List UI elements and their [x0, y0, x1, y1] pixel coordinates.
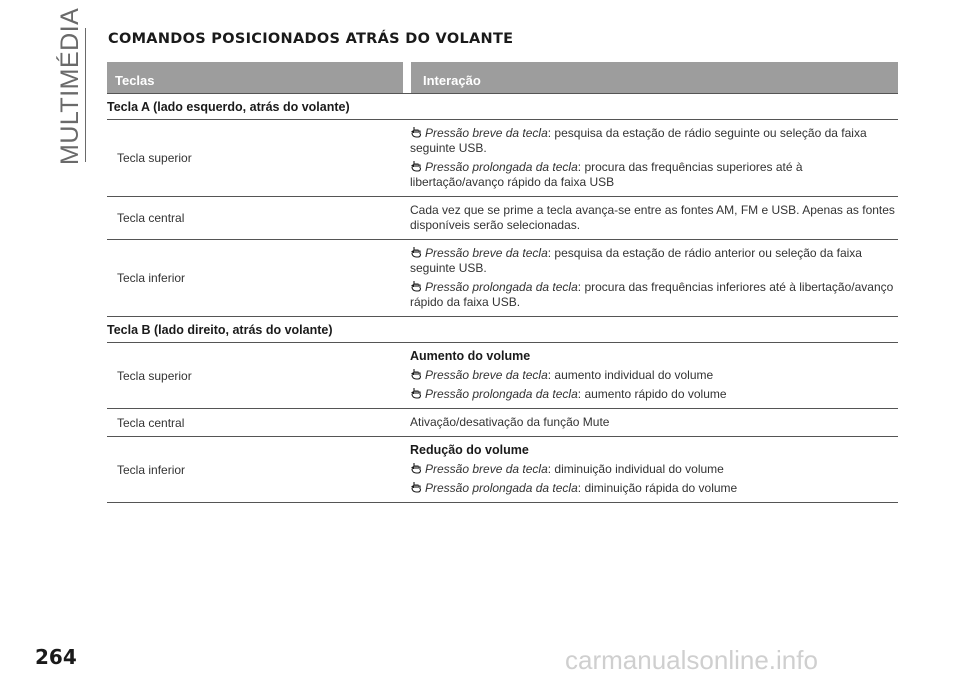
header-gap — [403, 62, 411, 93]
press-description: : pesquisa da estação de rádio anterior ou seleção da faixa seguinte USB. — [410, 246, 862, 275]
table-row — [107, 240, 898, 317]
key-label: Tecla central — [117, 415, 185, 430]
hand-press-icon — [410, 481, 423, 493]
interaction-cell — [410, 240, 898, 316]
press-type: Pressão breve da tecla — [425, 462, 548, 476]
hand-press-icon — [410, 368, 423, 380]
interaction-text: Cada vez que se prime a tecla avança-se entre as fontes AM, FM e USB. Apenas as fontes disponíveis serão selecionadas. — [410, 203, 895, 232]
key-label: Tecla inferior — [117, 271, 186, 285]
side-section-label: MULTIMÉDIA — [56, 7, 84, 165]
interaction-item — [410, 126, 898, 156]
table-row — [107, 120, 898, 197]
hand-press-icon — [410, 462, 423, 474]
hand-press-icon — [410, 160, 423, 172]
press-description: : pesquisa da estação de rádio seguinte ou seleção da faixa seguinte USB. — [410, 126, 867, 155]
press-type: Pressão prolongada da tecla — [425, 481, 578, 495]
interaction-item — [410, 368, 898, 383]
interaction-item — [410, 246, 898, 276]
interaction-cell — [410, 120, 898, 196]
press-type: Pressão prolongada da tecla — [425, 280, 578, 294]
key-label: Tecla superior — [117, 151, 192, 165]
header-interaction: Interação — [411, 62, 898, 93]
table-row — [107, 437, 898, 503]
side-divider — [85, 28, 86, 162]
press-description: : aumento individual do volume — [547, 368, 714, 382]
hand-press-icon — [410, 280, 423, 292]
press-description: : procura das frequências superiores até à libertação/avanço rápido da faixa USB — [410, 160, 803, 189]
press-type: Pressão breve da tecla — [425, 368, 548, 382]
interaction-item — [410, 481, 898, 496]
key-label: Tecla inferior — [117, 462, 186, 477]
section-title-b: Tecla B (lado direito, atrás do volante) — [107, 317, 898, 343]
hand-press-icon — [410, 126, 423, 138]
key-label: Tecla superior — [117, 368, 192, 383]
table-row — [107, 409, 898, 437]
table-header — [107, 62, 898, 93]
table-row — [107, 197, 898, 240]
interaction-item — [410, 280, 898, 310]
table-row — [107, 343, 898, 409]
interaction-cell — [410, 409, 898, 436]
press-type: Pressão prolongada da tecla — [425, 160, 578, 174]
press-description: : diminuição individual do volume — [547, 462, 724, 476]
interaction-item — [410, 160, 898, 190]
hand-press-icon — [410, 387, 423, 399]
interaction-text: Ativação/desativação da função Mute — [410, 415, 610, 429]
press-description: : procura das frequências inferiores até à libertação/avanço rápido da faixa USB. — [410, 280, 894, 309]
interaction-item — [410, 387, 898, 402]
press-type: Pressão breve da tecla — [425, 126, 548, 140]
page-number: 264 — [35, 645, 77, 669]
page-title: COMANDOS POSICIONADOS ATRÁS DO VOLANTE — [108, 31, 514, 47]
press-description: : aumento rápido do volume — [577, 387, 727, 401]
interaction-cell — [410, 437, 898, 502]
press-type: Pressão prolongada da tecla — [425, 387, 578, 401]
watermark-text: carmanualsonline.info — [565, 645, 818, 675]
function-heading: Redução do volume — [410, 443, 529, 457]
press-type: Pressão breve da tecla — [425, 246, 548, 260]
press-description: : diminuição rápida do volume — [577, 481, 738, 495]
section-title-a: Tecla A (lado esquerdo, atrás do volante) — [107, 93, 898, 120]
hand-press-icon — [410, 246, 423, 258]
key-label: Tecla central — [117, 211, 185, 225]
interaction-cell — [410, 343, 898, 408]
interaction-item — [410, 462, 898, 477]
controls-table — [107, 62, 898, 503]
function-heading: Aumento do volume — [410, 349, 531, 363]
interaction-cell — [410, 197, 898, 239]
header-keys: Teclas — [107, 62, 403, 93]
